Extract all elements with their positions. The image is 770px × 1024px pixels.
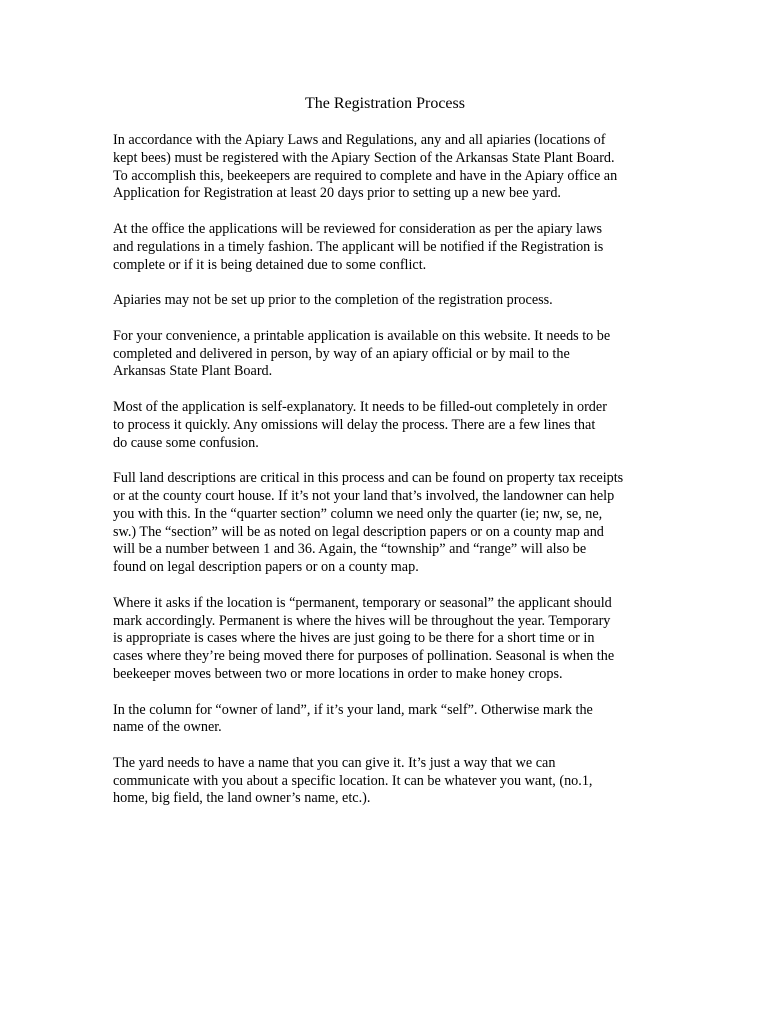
text-line: is appropriate is cases where the hives are just going to be there for a short time or in (113, 630, 595, 647)
text-line: mark accordingly. Permanent is where the hives will be throughout the year. Temporary (113, 612, 611, 629)
document-body (113, 132, 661, 826)
text-line: sw.) The “section” will be as noted on legal description papers or on a county map and (113, 523, 604, 540)
text-line: kept bees) must be registered with the Apiary Section of the Arkansas State Plant Board. (113, 149, 615, 166)
text-line: Apiaries may not be set up prior to the completion of the registration process. (113, 292, 553, 309)
text-line: To accomplish this, beekeepers are required to complete and have in the Apiary office an (113, 167, 618, 184)
text-line: cases where they’re being moved there for purposes of pollination. Seasonal is when the (113, 648, 615, 665)
paragraph (113, 328, 661, 381)
paragraph (113, 132, 661, 203)
text-line: home, big field, the land owner’s name, etc.). (113, 790, 371, 807)
text-line: In the column for “owner of land”, if it’s your land, mark “self”. Otherwise mark the (113, 701, 593, 718)
text-line: Where it asks if the location is “permanent, temporary or seasonal” the applicant should (113, 594, 612, 611)
text-line: The yard needs to have a name that you can give it. It’s just a way that we can (113, 754, 556, 771)
text-line: to process it quickly. Any omissions will delay the process. There are a few lines that (113, 416, 596, 433)
text-line: communicate with you about a specific location. It can be whatever you want, (no.1, (113, 772, 593, 789)
text-line: will be a number between 1 and 36. Again, the “township” and “range” will also be (113, 541, 587, 558)
text-line: do cause some confusion. (113, 434, 259, 451)
text-line: or at the county court house. If it’s not your land that’s involved, the landowner can help (113, 487, 615, 504)
text-line: found on legal description papers or on a county map. (113, 559, 419, 576)
text-line: Arkansas State Plant Board. (113, 363, 273, 380)
paragraph (113, 221, 661, 274)
text-line: complete or if it is being detained due to some conflict. (113, 256, 427, 273)
text-line: completed and delivered in person, by way of an apiary official or by mail to the (113, 345, 570, 362)
text-line: name of the owner. (113, 719, 222, 736)
text-line: and regulations in a timely fashion. The applicant will be notified if the Registration is (113, 238, 604, 255)
paragraph (113, 595, 661, 684)
text-line: For your convenience, a printable application is available on this website. It needs to be (113, 327, 611, 344)
text-line: beekeeper moves between two or more locations in order to make honey crops. (113, 665, 563, 682)
paragraph (113, 470, 661, 577)
text-line: Full land descriptions are critical in this process and can be found on property tax receipts (113, 470, 624, 487)
paragraph (113, 399, 661, 452)
text-line: In accordance with the Apiary Laws and Regulations, any and all apiaries (locations of (113, 132, 606, 148)
text-line: Application for Registration at least 20 days prior to setting up a new bee yard. (113, 185, 561, 202)
text-line: At the office the applications will be reviewed for consideration as per the apiary laws (113, 220, 603, 237)
text-line: you with this. In the “quarter section” column we need only the quarter (ie; nw, se, ne, (113, 505, 603, 522)
page-title: The Registration Process (305, 95, 465, 112)
paragraph (113, 755, 661, 808)
text-line: Most of the application is self-explanatory. It needs to be filled-out completely in order (113, 398, 607, 415)
paragraph (113, 702, 661, 738)
paragraph (113, 292, 661, 310)
